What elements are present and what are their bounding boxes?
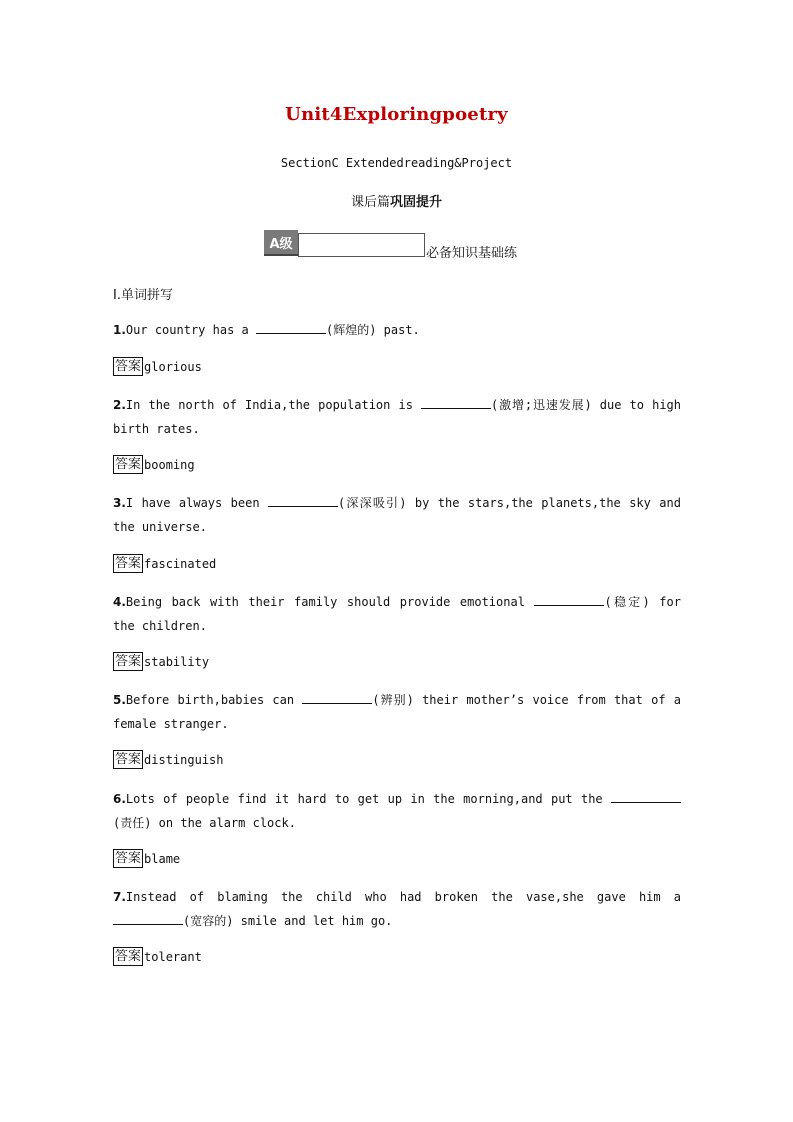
answer-blank [611, 790, 681, 803]
question-number: 3. [113, 496, 126, 510]
answer-text: stability [144, 654, 210, 669]
answer-3 [113, 554, 216, 573]
question-text-after: (辉煌的) past. [325, 323, 420, 337]
question-number: 1. [113, 323, 126, 337]
question-text-before: Our country has a [125, 323, 256, 337]
section-subtitle [0, 191, 793, 210]
answer-blank [421, 396, 491, 409]
section-title: SectionC Extendedreading&Project [280, 156, 513, 170]
answer-blank [268, 494, 338, 507]
question-text-after: (宽容的) smile and let him go. [183, 914, 393, 928]
page-title: Unit4Exploringpoetry [285, 104, 508, 125]
question-7 [113, 885, 681, 933]
question-number: 4. [113, 595, 126, 609]
question-number: 7. [113, 890, 126, 904]
question-3 [113, 491, 681, 539]
question-text-before: Lots of people find it hard to get up in the morning,and put the [125, 792, 611, 806]
answer-tag: 答案 [115, 457, 142, 472]
answer-text: tolerant [144, 949, 202, 964]
answer-blank [113, 912, 183, 925]
answer-7 [113, 947, 202, 966]
level-field [298, 233, 425, 257]
question-text-after: (辨别) their mother’s voice from that of a female stranger. [113, 693, 682, 731]
answer-2 [113, 455, 195, 474]
answer-text: distinguish [144, 752, 224, 767]
level-banner [264, 230, 518, 261]
question-2 [113, 393, 681, 441]
answer-tag: 答案 [115, 851, 142, 866]
answer-text: booming [144, 457, 195, 472]
question-1 [113, 318, 681, 342]
answer-text: fascinated [144, 556, 217, 571]
answer-text: glorious [144, 359, 202, 374]
question-text-before: In the north of India,the population is [125, 398, 422, 412]
question-number: 6. [113, 792, 126, 806]
question-text-after: (激增;迅速发展) due to high birth rates. [113, 398, 682, 436]
question-4 [113, 590, 681, 638]
question-text-before: Before birth,babies can [125, 693, 303, 707]
question-text-before: I have always been [125, 496, 268, 510]
question-text-before: Being back with their family should provide emotional [125, 595, 535, 609]
level-text: 必备知识基础练 [426, 246, 518, 261]
answer-tag: 答案 [115, 949, 142, 964]
question-number: 5. [113, 693, 126, 707]
answer-tag: 答案 [115, 654, 142, 669]
question-number: 2. [113, 398, 126, 412]
question-6 [113, 787, 681, 835]
part-heading: Ⅰ.单词拼写 [113, 288, 173, 303]
answer-blank [256, 321, 326, 334]
answer-1 [113, 357, 202, 376]
question-text-after: (稳定) for the children. [113, 595, 681, 633]
answer-tag: 答案 [115, 556, 142, 571]
answer-blank [534, 593, 604, 606]
subtitle-bold: 巩固提升 [390, 195, 443, 210]
question-text-after: (深深吸引) by the stars,the planets,the sky and the universe. [113, 496, 681, 534]
answer-blank [302, 691, 372, 704]
answer-5 [113, 750, 224, 769]
question-text-before: Instead of blaming the child who had broken the vase,she gave him a [125, 890, 681, 904]
subtitle-prefix: 课后篇 [350, 195, 390, 210]
answer-6 [113, 849, 180, 868]
answer-tag: 答案 [115, 359, 142, 374]
answer-tag: 答案 [115, 752, 142, 767]
level-badge: A级 [264, 230, 298, 256]
question-text-after: (责任) on the alarm clock. [113, 816, 296, 830]
answer-text: blame [144, 851, 181, 866]
question-5 [113, 688, 681, 736]
answer-4 [113, 652, 209, 671]
